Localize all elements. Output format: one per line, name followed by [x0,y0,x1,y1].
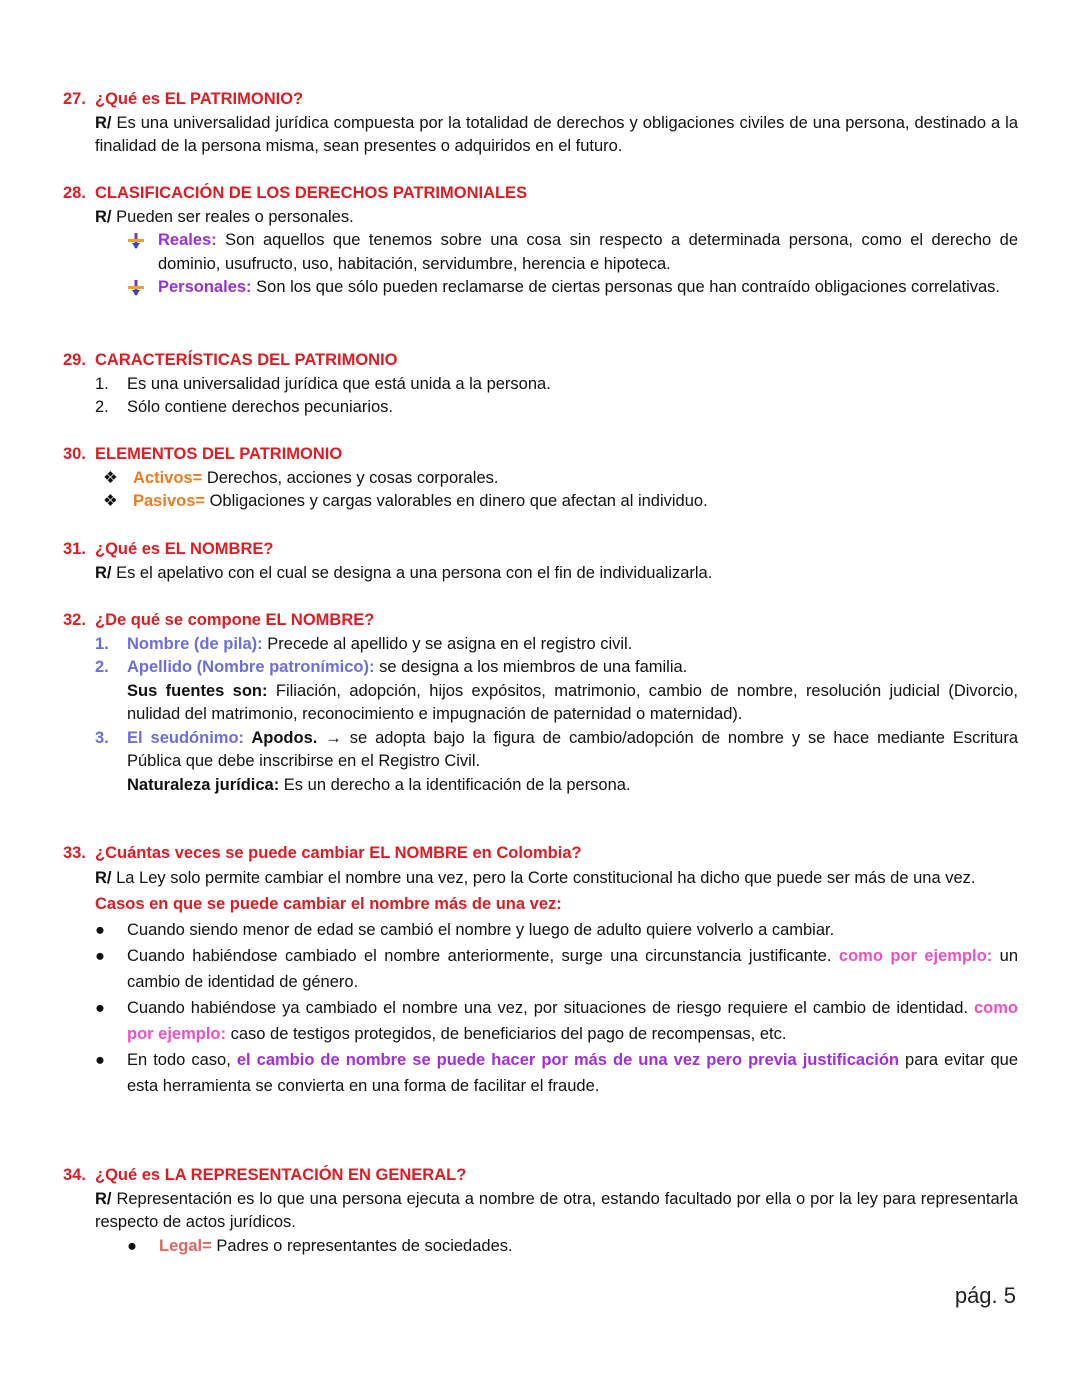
section-heading: 34. ¿Qué es LA REPRESENTACIÓN EN GENERAL? [63,1166,467,1184]
section-heading: 33. ¿Cuántas veces se puede cambiar EL NOMBRE en Colombia? [63,844,582,862]
bullet-icon: ● [95,998,105,1017]
bullet-icon: ● [95,920,105,939]
section-heading: 27. ¿Qué es EL PATRIMONIO? [63,90,304,108]
answer: R/ Es una universalidad jurídica compuesta por la totalidad de derechos y obligaciones civiles de una persona, destinado a la finalidad de la persona misma, sean presentes o adquiridos en el futuro. [95,113,1018,155]
section-heading: 32. ¿De qué se compone EL NOMBRE? [63,611,375,629]
diamond-bullet-icon: ❖ [103,468,118,487]
section-heading: 29. CARACTERÍSTICAS DEL PATRIMONIO [63,351,398,369]
section-heading: 31. ¿Qué es EL NOMBRE? [63,540,274,558]
section-32 [63,609,1018,797]
section-29 [63,349,1018,420]
section-28 [63,182,1018,300]
right-arrow-icon: → [317,728,350,747]
list-item: ● Cuando habiéndose cambiado el nombre anteriormente, surge una circunstancia justificante. como por ejemplo: un cambio de identidad de género. [95,943,1018,995]
answer: R/ Pueden ser reales o personales. [95,207,354,226]
section-heading: 28. CLASIFICACIÓN DE LOS DERECHOS PATRIMONIALES [63,184,528,202]
bullet-icon: ● [95,1050,105,1069]
diamond-bullet-icon: ❖ [103,492,118,510]
list-item: ● En todo caso, el cambio de nombre se puede hacer por más de una vez pero previa justificación para evitar que esta herramienta se convierta en una forma de facilitar el fraude. [95,1047,1018,1099]
list-item: 3. El seudónimo: Apodos. → se adopta bajo la figura de cambio/adopción de nombre y se hace mediante Escritura Pública que debe inscribirse en el Registro Civil. [95,728,1019,770]
page-number: pág. 5 [954,1283,1016,1308]
bullet-icon: ● [127,1236,137,1255]
list-item: 1. Nombre (de pila): Precede al apellido y se asigna en el registro civil. [95,634,633,653]
answer: R/ La Ley solo permite cambiar el nombre una vez, pero la Corte constitucional ha dicho que puede ser más de una vez. [95,868,976,887]
naturaleza-note: Naturaleza jurídica: Es un derecho a la identificación de la persona. [127,775,631,794]
section-33 [63,842,1018,1099]
list-item: 2. Sólo contiene derechos pecuniarios. [95,398,394,416]
list-item: ❖ Activos= Derechos, acciones y cosas corporales. [103,467,1018,491]
list-item: 2. Apellido (Nombre patronímico): se designa a los miembros de una familia. [95,658,688,676]
answer: R/ Es el apelativo con el cual se designa a una persona con el fin de individualizarla. [95,563,713,582]
list-item: ● Legal= Padres o representantes de sociedades. [127,1235,1018,1259]
cases-heading: Casos en que se puede cambiar el nombre más de una vez: [95,894,562,913]
section-31 [63,538,1018,585]
list-item: Reales: Son aquellos que tenemos sobre una cosa sin respecto a determinada persona, como el derecho de dominio, usufructo, uso, habitación, servidumbre, herencia e hipoteca. [127,229,1018,276]
list-item: ❖ Pasivos= Obligaciones y cargas valorables en dinero que afectan al individuo. [103,490,1018,514]
section-30 [63,443,1018,514]
section-27 [63,88,1018,159]
arrow-down-bullet-icon [127,276,145,305]
arrow-down-bullet-icon [127,229,145,258]
list-item: Personales: Son los que sólo pueden reclamarse de ciertas personas que han contraído obligaciones correlativas. [127,276,1018,300]
list-item: 1. Es una universalidad jurídica que está unida a la persona. [95,374,551,393]
section-34 [63,1164,1018,1258]
list-item: ● Cuando habiéndose ya cambiado el nombre una vez, por situaciones de riesgo requiere el cambio de identidad. como por ejemplo: caso de testigos protegidos, de beneficiarios del pago de recompensas, etc. [95,995,1018,1047]
answer: R/ Representación es lo que una persona ejecuta a nombre de otra, estando facultado por ella o por la ley para representarla respecto de actos jurídicos. [95,1189,1018,1231]
bullet-icon: ● [95,946,105,965]
list-item: ● Cuando siendo menor de edad se cambió el nombre y luego de adulto quiere volverlo a cambiar. [95,917,1018,943]
fuentes-note: Sus fuentes son: Filiación, adopción, hijos expósitos, matrimonio, cambio de nombre, resolución judicial (Divorcio, nulidad del matrimonio, reconocimiento e impugnación de paternidad o maternidad). [127,681,1018,723]
section-heading: 30. ELEMENTOS DEL PATRIMONIO [63,445,343,463]
